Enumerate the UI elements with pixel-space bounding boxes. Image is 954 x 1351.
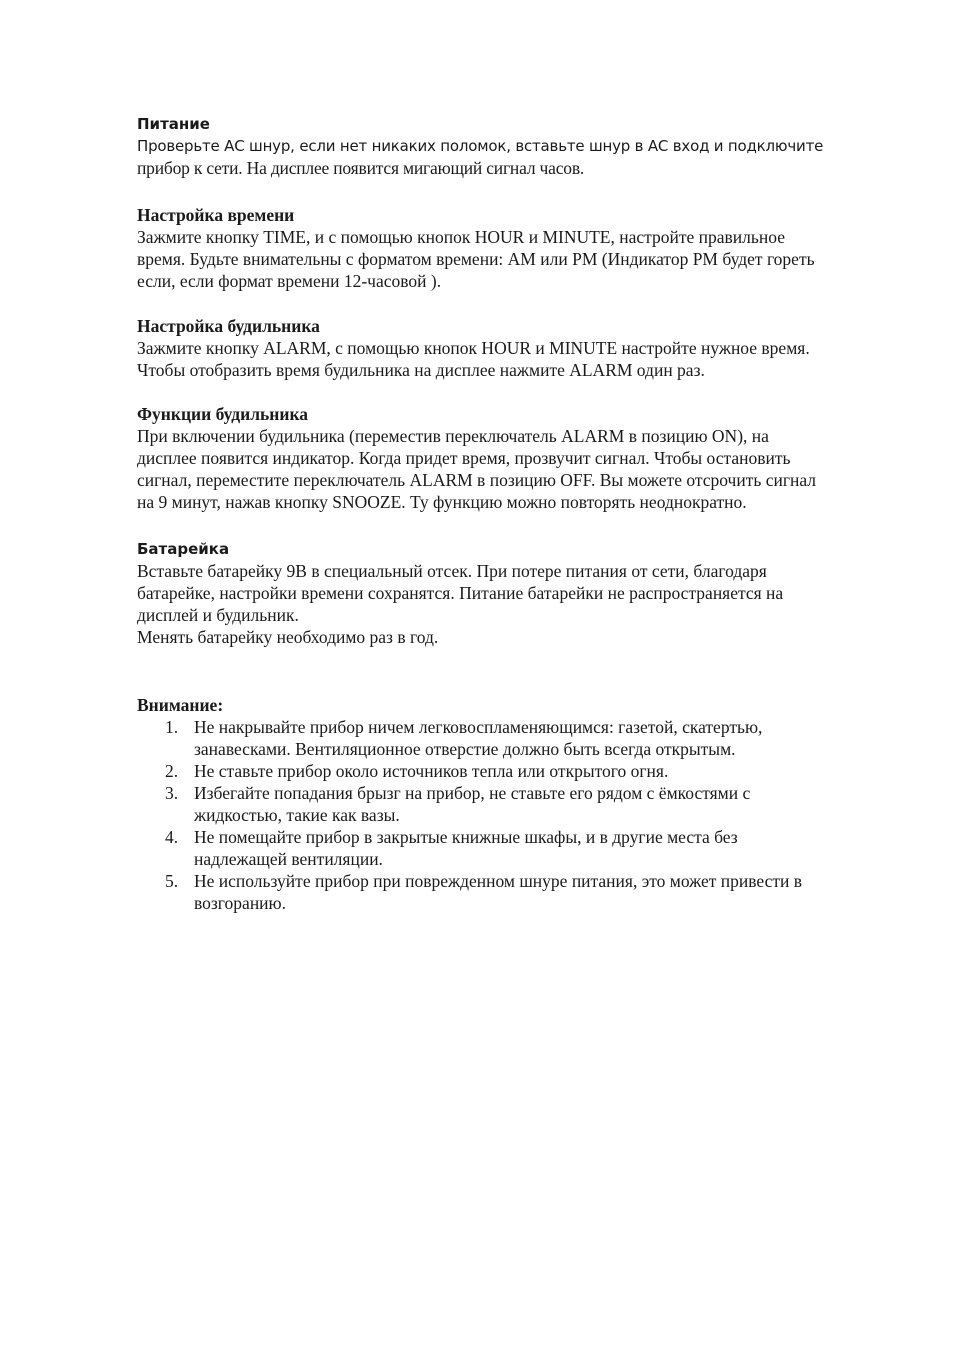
text-line: Проверьте АС шнур, если нет никаких поломок, вставьте шнур в АС вход и подключите [137, 137, 824, 155]
list-item-number: 2. [165, 761, 179, 781]
warning-list [137, 716, 897, 914]
text-line: сигнал, переместите переключатель ALARM в позицию OFF. Вы можете отсрочить сигнал [137, 470, 817, 490]
text-line: Не используйте прибор при поврежденном шнуре питания, это может привести в [194, 871, 803, 891]
section-alarm-setting [137, 315, 897, 381]
text-line: надлежащей вентиляции. [194, 849, 383, 869]
text-line: дисплей и будильник. [137, 605, 299, 625]
text-line: Не помещайте прибор в закрытые книжные шкафы, и в другие места без [194, 827, 738, 847]
section-heading-time: Настройка времени [137, 205, 295, 225]
section-battery [137, 538, 897, 648]
section-heading-alarm-functions: Функции будильника [137, 404, 309, 424]
section-body-battery [137, 560, 897, 648]
section-body-alarm-setting [137, 337, 897, 381]
text-line: прибор к сети. На дисплее появится мигающий сигнал часов. [137, 158, 585, 178]
text-line: возгоранию. [194, 893, 286, 913]
list-item-number: 4. [165, 827, 179, 847]
text-line: на 9 минут, нажав кнопку SNOOZE. Ту функцию можно повторять неоднократно. [137, 492, 747, 512]
section-heading-battery: Батарейка [137, 540, 230, 558]
section-heading-alarm-setting: Настройка будильника [137, 316, 320, 336]
section-power [137, 113, 897, 179]
text-line: занавесками. Вентиляционное отверстие должно быть всегда открытым. [194, 739, 736, 759]
text-line: время. Будьте внимательны с форматом времени: AM или PM (Индикатор PM будет гореть [137, 249, 815, 269]
list-item [137, 716, 897, 760]
text-line: При включении будильника (переместив переключатель ALARM в позицию ON), на [137, 426, 769, 446]
text-line: Не ставьте прибор около источников тепла или открытого огня. [194, 761, 669, 781]
text-line: если, если формат времени 12-часовой ). [137, 271, 442, 291]
text-line: Зажмите кнопку ALARM, с помощью кнопок HOUR и MINUTE настройте нужное время. [137, 338, 810, 358]
list-item [137, 760, 897, 782]
text-line: Не накрывайте прибор ничем легковоспламеняющимся: газетой, скатертью, [194, 717, 763, 737]
text-line: Чтобы отобразить время будильника на дисплее нажмите ALARM один раз. [137, 360, 705, 380]
list-item-number: 5. [165, 871, 179, 891]
section-heading-warning: Внимание: [137, 695, 224, 715]
section-heading-power: Питание [137, 115, 210, 133]
text-line: батарейке, настройки времени сохранятся. Питание батарейки не распространяется на [137, 583, 784, 603]
section-body-alarm-functions [137, 425, 897, 513]
text-line: дисплее появится индикатор. Когда придет время, прозвучит сигнал. Чтобы остановить [137, 448, 791, 468]
section-time-setting [137, 204, 897, 292]
list-item [137, 826, 897, 870]
section-body-power [137, 135, 897, 179]
text-line: Вставьте батарейку 9В в специальный отсек. При потере питания от сети, благодаря [137, 561, 767, 581]
section-body-time [137, 226, 897, 292]
list-item [137, 782, 897, 826]
text-line: Менять батарейку необходимо раз в год. [137, 627, 439, 647]
list-item [137, 870, 897, 914]
section-warning [137, 694, 897, 914]
section-alarm-functions [137, 403, 897, 513]
list-item-number: 1. [165, 717, 179, 737]
text-line: жидкостью, такие как вазы. [194, 805, 400, 825]
list-item-number: 3. [165, 783, 179, 803]
text-line: Избегайте попадания брызг на прибор, не ставьте его рядом с ёмкостями с [194, 783, 751, 803]
text-line: Зажмите кнопку TIME, и с помощью кнопок HOUR и MINUTE, настройте правильное [137, 227, 785, 247]
